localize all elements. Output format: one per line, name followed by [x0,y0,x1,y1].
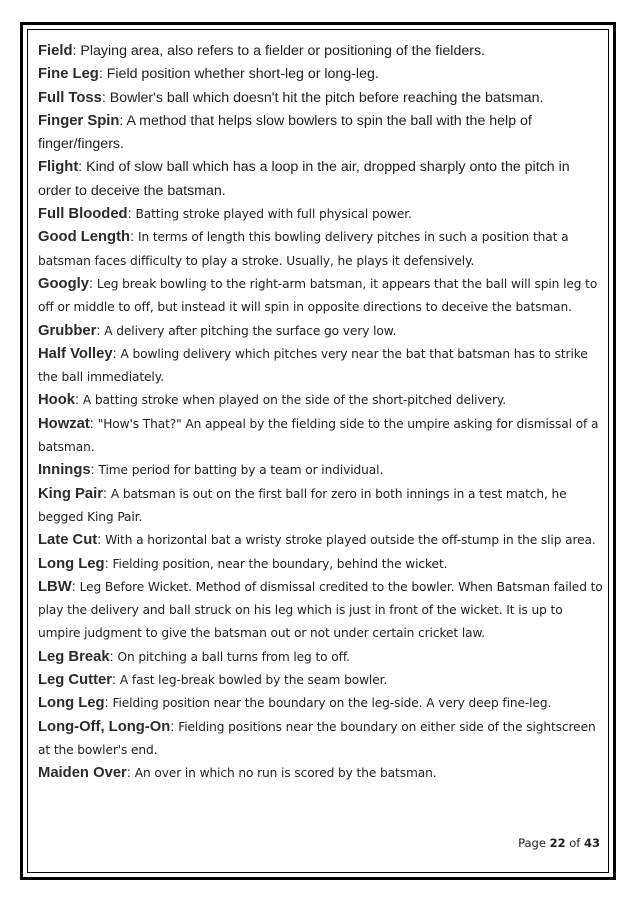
glossary-term: Long-Off, Long-On [38,718,171,735]
glossary-term: Long Leg [38,695,105,712]
glossary-term: Long Leg [38,555,105,572]
glossary-term: LBW [38,578,72,595]
glossary-definition: A batsman is out on the first ball for zero in both innings in a test match, he begged King Pair. [38,486,567,524]
glossary-definition: On pitching a ball turns from leg to off. [117,649,350,664]
glossary-entry [38,762,604,785]
glossary-definition: In terms of length this bowling delivery pitches in such a position that a batsman faces difficulty to play a stroke. Usually, he plays it defensively. [38,230,569,268]
term-separator: : [71,578,80,595]
glossary-definition: Leg break bowling to the right-arm batsman, it appears that the ball will spin leg to off or middle to off, but instead it will spin in opposite directions to deceive the batsman. [38,276,598,315]
term-separator: : [101,89,110,106]
glossary-term: Finger Spin [38,112,120,129]
footer-total-pages: 43 [583,836,600,850]
glossary-term: Fine Leg [38,66,99,83]
glossary-definition: A fast leg-break bowled by the seam bowler. [119,673,388,688]
glossary-definition: Fielding position, near the boundary, behind the wicket. [112,556,448,571]
glossary-definition: A delivery after pitching the surface go very low. [104,323,397,338]
term-separator: : [130,229,138,246]
term-separator: : [119,112,127,129]
term-separator: : [109,648,118,665]
glossary-term: Grubber [38,322,97,339]
glossary-term: Half Volley [38,345,113,362]
glossary-term: Field [38,43,73,59]
glossary-term: Maiden Over [38,765,127,782]
glossary-definition: A bowling delivery which pitches very near the bat that batsman has to strike the ball immediately. [38,346,588,385]
term-separator: : [170,718,179,735]
glossary-entry [38,413,604,460]
glossary-term: Leg Break [38,648,110,665]
glossary-entry [38,343,604,390]
glossary-entry [38,716,604,763]
term-separator: : [98,66,107,83]
glossary-entry [38,156,604,203]
glossary-definition: Kind of slow ball which has a loop in the air, dropped sharply onto the pitch in order to deceive the batsman. [38,159,570,199]
term-separator: : [126,765,135,782]
term-separator: : [112,345,121,362]
term-separator: : [78,159,87,176]
glossary-term: Innings [38,462,91,479]
term-separator: : [89,415,98,432]
glossary-definition: Bowler's ball which doesn't hit the pitch before reaching the batsman. [109,89,544,106]
glossary-entry [38,576,604,646]
glossary-entry [38,483,604,530]
term-separator: : [104,555,113,572]
glossary-entry [38,459,604,482]
glossary-entry [38,553,604,576]
footer-page-number: 22 [549,836,566,850]
term-separator: : [88,275,97,292]
glossary-term: Flight [38,159,79,176]
glossary-entry [38,389,604,412]
glossary-definition: Batting stroke played with full physical power. [135,207,412,222]
glossary-definition: "How's That?" An appeal by the fielding side to the umpire asking for dismissal of a batsman. [38,416,599,455]
glossary-term: King Pair [38,485,103,502]
term-separator: : [112,672,120,689]
glossary-entry [38,40,604,63]
glossary-term: Full Blooded [38,206,128,223]
glossary-definition: Fielding position near the boundary on the leg-side. A very deep fine-leg. [112,696,552,711]
glossary-definition: Fielding positions near the boundary on either side of the sightscreen at the bowler's end. [38,719,596,757]
glossary-entry [38,692,604,715]
glossary-definition: A batting stroke when played on the side of the short-pitched delivery. [82,393,507,408]
glossary-term: Howzat [38,415,90,432]
glossary-entry [38,110,604,157]
glossary-entry [38,669,604,692]
term-separator: : [104,695,113,712]
glossary-entry [38,87,604,110]
term-separator: : [97,532,106,549]
glossary-content [38,40,604,786]
glossary-definition: With a horizontal bat a wristy stroke played outside the off-stump in the slip area. [105,533,596,548]
page-footer [518,836,600,850]
glossary-definition: A method that helps slow bowlers to spin the ball with the help of finger/fingers. [38,112,532,153]
glossary-entry [38,320,604,343]
glossary-term: Good Length [38,229,131,246]
term-separator: : [102,485,111,502]
glossary-entry [38,529,604,552]
glossary-term: Leg Cutter [38,672,112,689]
glossary-entry [38,203,604,226]
glossary-entry [38,226,604,273]
glossary-term: Googly [38,275,89,292]
footer-of-label: of [569,836,581,850]
footer-page-label: Page [518,836,546,850]
glossary-definition: Field position whether short-leg or long-leg. [106,66,379,83]
glossary-entry [38,63,604,86]
glossary-definition: Time period for batting by a team or individual. [98,463,384,478]
glossary-term: Late Cut [38,532,98,549]
glossary-definition: Playing area, also refers to a fielder or positioning of the fielders. [80,43,485,59]
glossary-term: Full Toss [38,89,102,106]
term-separator: : [96,322,105,339]
glossary-term: Hook [38,392,75,409]
term-separator: : [75,392,83,409]
glossary-entry [38,646,604,669]
term-separator: : [127,206,136,223]
glossary-definition: An over in which no run is scored by the batsman. [134,766,437,781]
glossary-entry [38,273,604,320]
term-separator: : [90,462,99,479]
glossary-definition: Leg Before Wicket. Method of dismissal credited to the bowler. When Batsman failed to play the delivery and ball struck on his leg which is just in front of the wicket. It is up to umpire judgment to give the batsman out or not under certain cricket law. [38,579,603,641]
term-separator: : [72,43,81,59]
